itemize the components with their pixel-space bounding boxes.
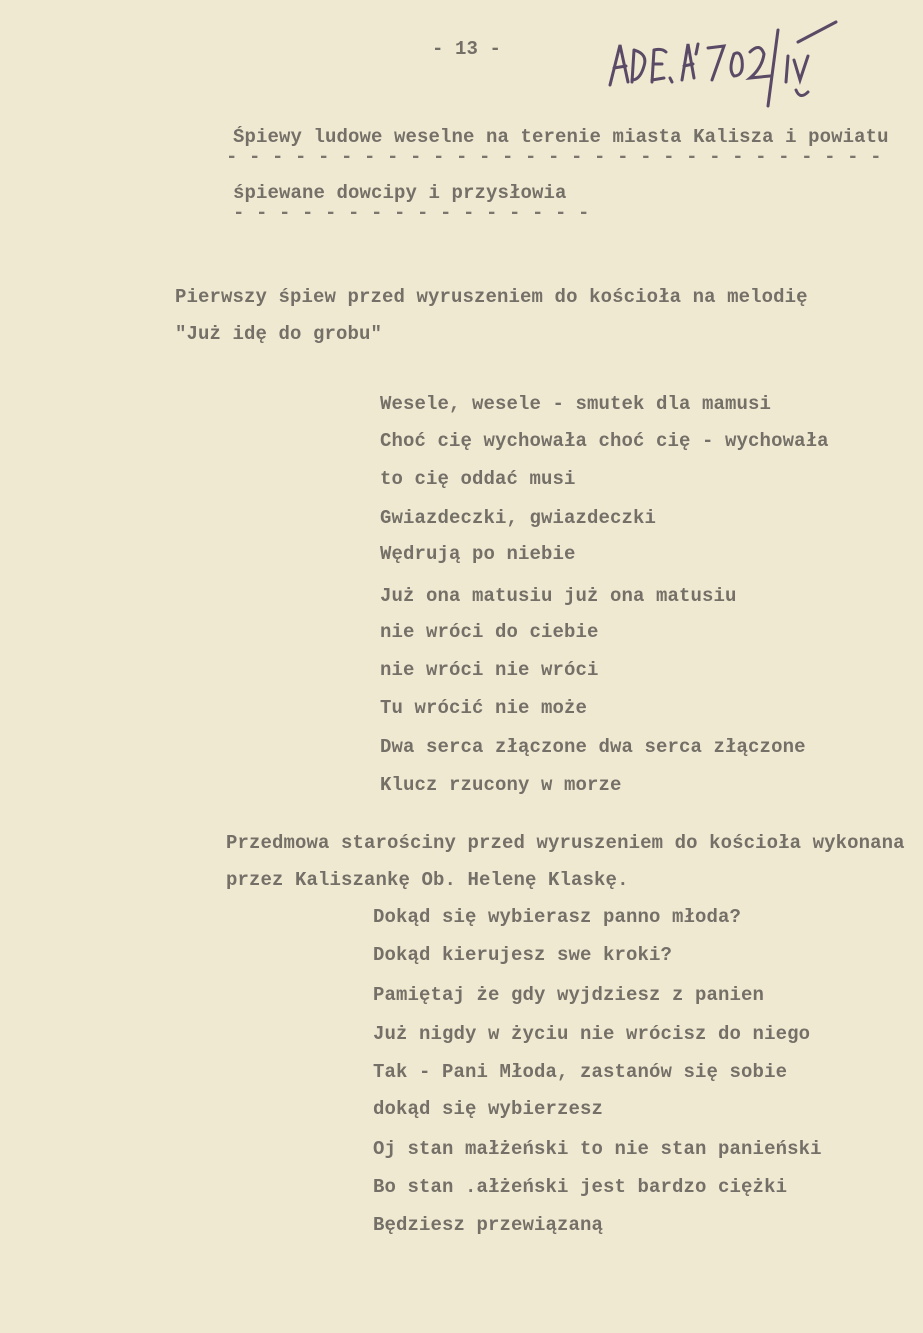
verse-line: Tak - Pani Młoda, zastanów się sobie <box>373 1061 788 1083</box>
verse-line: Już nigdy w życiu nie wrócisz do niego <box>373 1023 811 1045</box>
verse-line: Gwiazdeczki, gwiazdeczki <box>380 507 657 529</box>
verse-line: Klucz rzucony w morze <box>380 774 622 796</box>
verse-line: nie wróci do ciebie <box>380 621 599 643</box>
section1-intro-line: Pierwszy śpiew przed wyruszeniem do kościoła na melodię <box>175 286 808 308</box>
verse-line: Wędrują po niebie <box>380 543 576 565</box>
section1-intro-line: "Już idę do grobu" <box>175 323 383 345</box>
verse-line: Choć cię wychowała choć cię - wychowała <box>380 430 829 452</box>
verse-line: Pamiętaj że gdy wyjdziesz z panien <box>373 984 765 1006</box>
document-subtitle: śpiewane dowcipy i przysłowia <box>233 182 567 204</box>
verse-line: Wesele, wesele - smutek dla mamusi <box>380 393 772 415</box>
title-underline: - - - - - - - - - - - - - - - - - - - - - - - - - - - - - <box>226 146 882 168</box>
verse-line: to cię oddać musi <box>380 468 576 490</box>
section2-intro-line: przez Kaliszankę Ob. Helenę Klaskę. <box>226 869 629 891</box>
subtitle-underline: - - - - - - - - - - - - - - - - <box>233 202 590 224</box>
verse-line: Już ona matusiu już ona matusiu <box>380 585 737 607</box>
section2-intro-line: Przedmowa starościny przed wyruszeniem do kościoła wykonana <box>226 832 905 854</box>
verse-line: nie wróci nie wróci <box>380 659 599 681</box>
verse-line: dokąd się wybierzesz <box>373 1098 604 1120</box>
verse-line: Będziesz przewiązaną <box>373 1214 604 1236</box>
verse-line: Bo stan .ałżeński jest bardzo ciężki <box>373 1176 788 1198</box>
handwritten-archive-signature <box>600 20 840 120</box>
verse-line: Oj stan małżeński to nie stan panieński <box>373 1138 822 1160</box>
document-title: Śpiewy ludowe weselne na terenie miasta Kalisza i powiatu <box>233 126 889 148</box>
verse-line: Tu wrócić nie może <box>380 697 588 719</box>
verse-line: Dwa serca złączone dwa serca złączone <box>380 736 806 758</box>
page-number: - 13 - <box>432 38 502 60</box>
verse-line: Dokąd kierujesz swe kroki? <box>373 944 673 966</box>
verse-line: Dokąd się wybierasz panno młoda? <box>373 906 742 928</box>
